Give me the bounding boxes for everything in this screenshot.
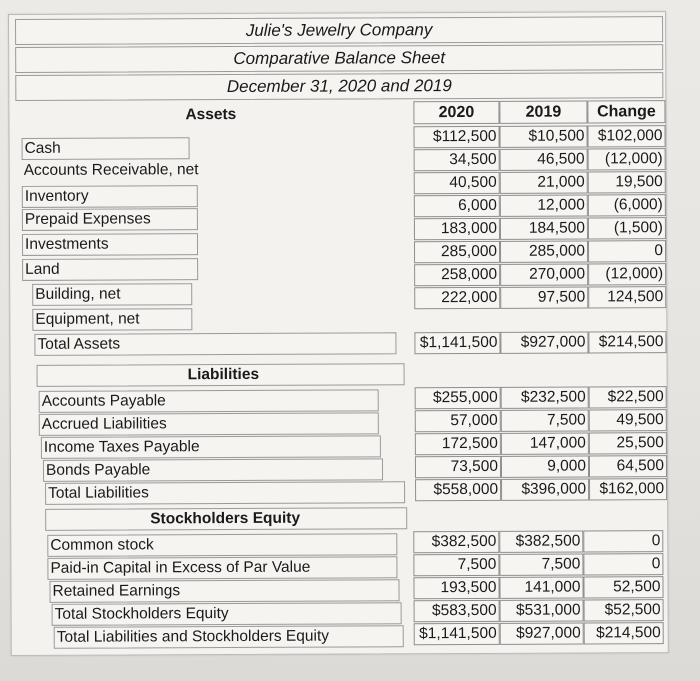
value-2020: 172,500 [415, 433, 501, 455]
row-label: Prepaid Expenses [22, 208, 198, 231]
value-2020: 285,000 [414, 241, 500, 263]
row-label: Income Taxes Payable [41, 435, 381, 458]
row-label: Total Assets [34, 332, 396, 356]
row-label: Paid-in Capital in Excess of Par Value [47, 556, 397, 580]
value-2019: 184,500 [500, 217, 588, 239]
value-change: 52,500 [583, 576, 663, 598]
value-2020: 73,500 [415, 456, 501, 478]
value-change: $162,000 [589, 478, 667, 500]
value-2020: 40,500 [414, 172, 500, 194]
value-2020: 6,000 [414, 195, 500, 217]
statement-title: Comparative Balance Sheet [15, 44, 663, 73]
value-change: 25,500 [589, 432, 667, 454]
value-2020: 7,500 [413, 554, 499, 576]
equity-heading-box [45, 507, 407, 531]
value-change: $102,000 [587, 125, 665, 147]
value-2020: 183,000 [414, 218, 500, 240]
value-change: 19,500 [588, 171, 666, 193]
value-change: (12,000) [588, 263, 666, 285]
value-change: $214,500 [584, 622, 664, 644]
liabilities-heading: Liabilities [187, 365, 260, 384]
row-label: Bonds Payable [43, 458, 383, 481]
value-2020: $1,141,500 [414, 623, 500, 645]
value-2019: $927,000 [500, 331, 588, 353]
value-2020: 258,000 [414, 264, 500, 286]
row-label: Common stock [47, 533, 397, 557]
row-label: Land [22, 258, 198, 281]
value-2020: 57,000 [415, 410, 501, 432]
row-label: Accounts Receivable, net [23, 161, 199, 179]
row-label: Cash [22, 137, 190, 160]
column-2020: 2020 [413, 101, 499, 124]
value-2019: 270,000 [500, 263, 588, 285]
row-label: Total Liabilities and Stockholders Equity [54, 625, 404, 649]
value-2020: $255,000 [415, 387, 501, 409]
balance-sheet [8, 11, 669, 656]
value-2020: $558,000 [415, 479, 501, 501]
value-2019: 7,500 [499, 553, 583, 575]
table-row-total [11, 478, 667, 505]
value-2019: $396,000 [501, 478, 589, 500]
value-2020: $382,500 [413, 531, 499, 553]
assets-heading: Assets [185, 106, 237, 124]
value-2020: 34,500 [414, 149, 500, 171]
value-2019: 97,500 [500, 286, 588, 308]
value-2019: 12,000 [500, 194, 588, 216]
value-2019: 46,500 [500, 148, 588, 170]
value-2019: $232,500 [501, 386, 589, 408]
value-change: 124,500 [588, 286, 666, 308]
value-change: (1,500) [588, 217, 666, 239]
equity-heading: Stockholders Equity [150, 509, 301, 528]
value-2019: $927,000 [500, 622, 584, 644]
statement-date: December 31, 2020 and 2019 [15, 72, 663, 101]
value-2019: 147,000 [501, 432, 589, 454]
value-change: (6,000) [588, 194, 666, 216]
row-label: Total Stockholders Equity [52, 602, 402, 626]
row-label: Building, net [32, 283, 192, 306]
value-change: (12,000) [588, 148, 666, 170]
table-row-total [12, 622, 668, 649]
value-2020: $1,141,500 [414, 332, 500, 354]
value-change: $52,500 [584, 599, 664, 621]
value-change: 64,500 [589, 455, 667, 477]
value-2019: 7,500 [501, 409, 589, 431]
row-label: Accrued Liabilities [39, 412, 379, 435]
value-2019: $10,500 [499, 125, 587, 147]
value-2019: 9,000 [501, 455, 589, 477]
value-2019: 285,000 [500, 240, 588, 262]
value-change: 0 [583, 530, 663, 552]
value-change: 0 [588, 240, 666, 262]
row-label: Accounts Payable [39, 389, 379, 412]
column-change: Change [587, 100, 665, 123]
value-change: 49,500 [589, 409, 667, 431]
row-label: Total Liabilities [45, 481, 405, 505]
table-row-total [10, 309, 666, 353]
column-2019: 2019 [499, 100, 587, 123]
value-2020: 222,000 [414, 287, 500, 309]
value-change: 0 [583, 553, 663, 575]
row-label: Investments [22, 233, 198, 256]
value-change: $214,500 [588, 331, 666, 353]
value-2020: $112,500 [413, 126, 499, 148]
value-change: $22,500 [589, 386, 667, 408]
liabilities-heading-box [37, 363, 405, 387]
value-2020: $583,500 [414, 600, 500, 622]
value-2019: $382,500 [499, 530, 583, 552]
value-2019: $531,000 [500, 599, 584, 621]
row-label: Inventory [22, 185, 198, 208]
row-label: Retained Earnings [49, 579, 399, 603]
company-name: Julie's Jewelry Company [15, 16, 663, 45]
row-label: Equipment, net [32, 308, 192, 331]
value-2019: 21,000 [500, 171, 588, 193]
value-2019: 141,000 [499, 576, 583, 598]
value-2020: 193,500 [413, 577, 499, 599]
